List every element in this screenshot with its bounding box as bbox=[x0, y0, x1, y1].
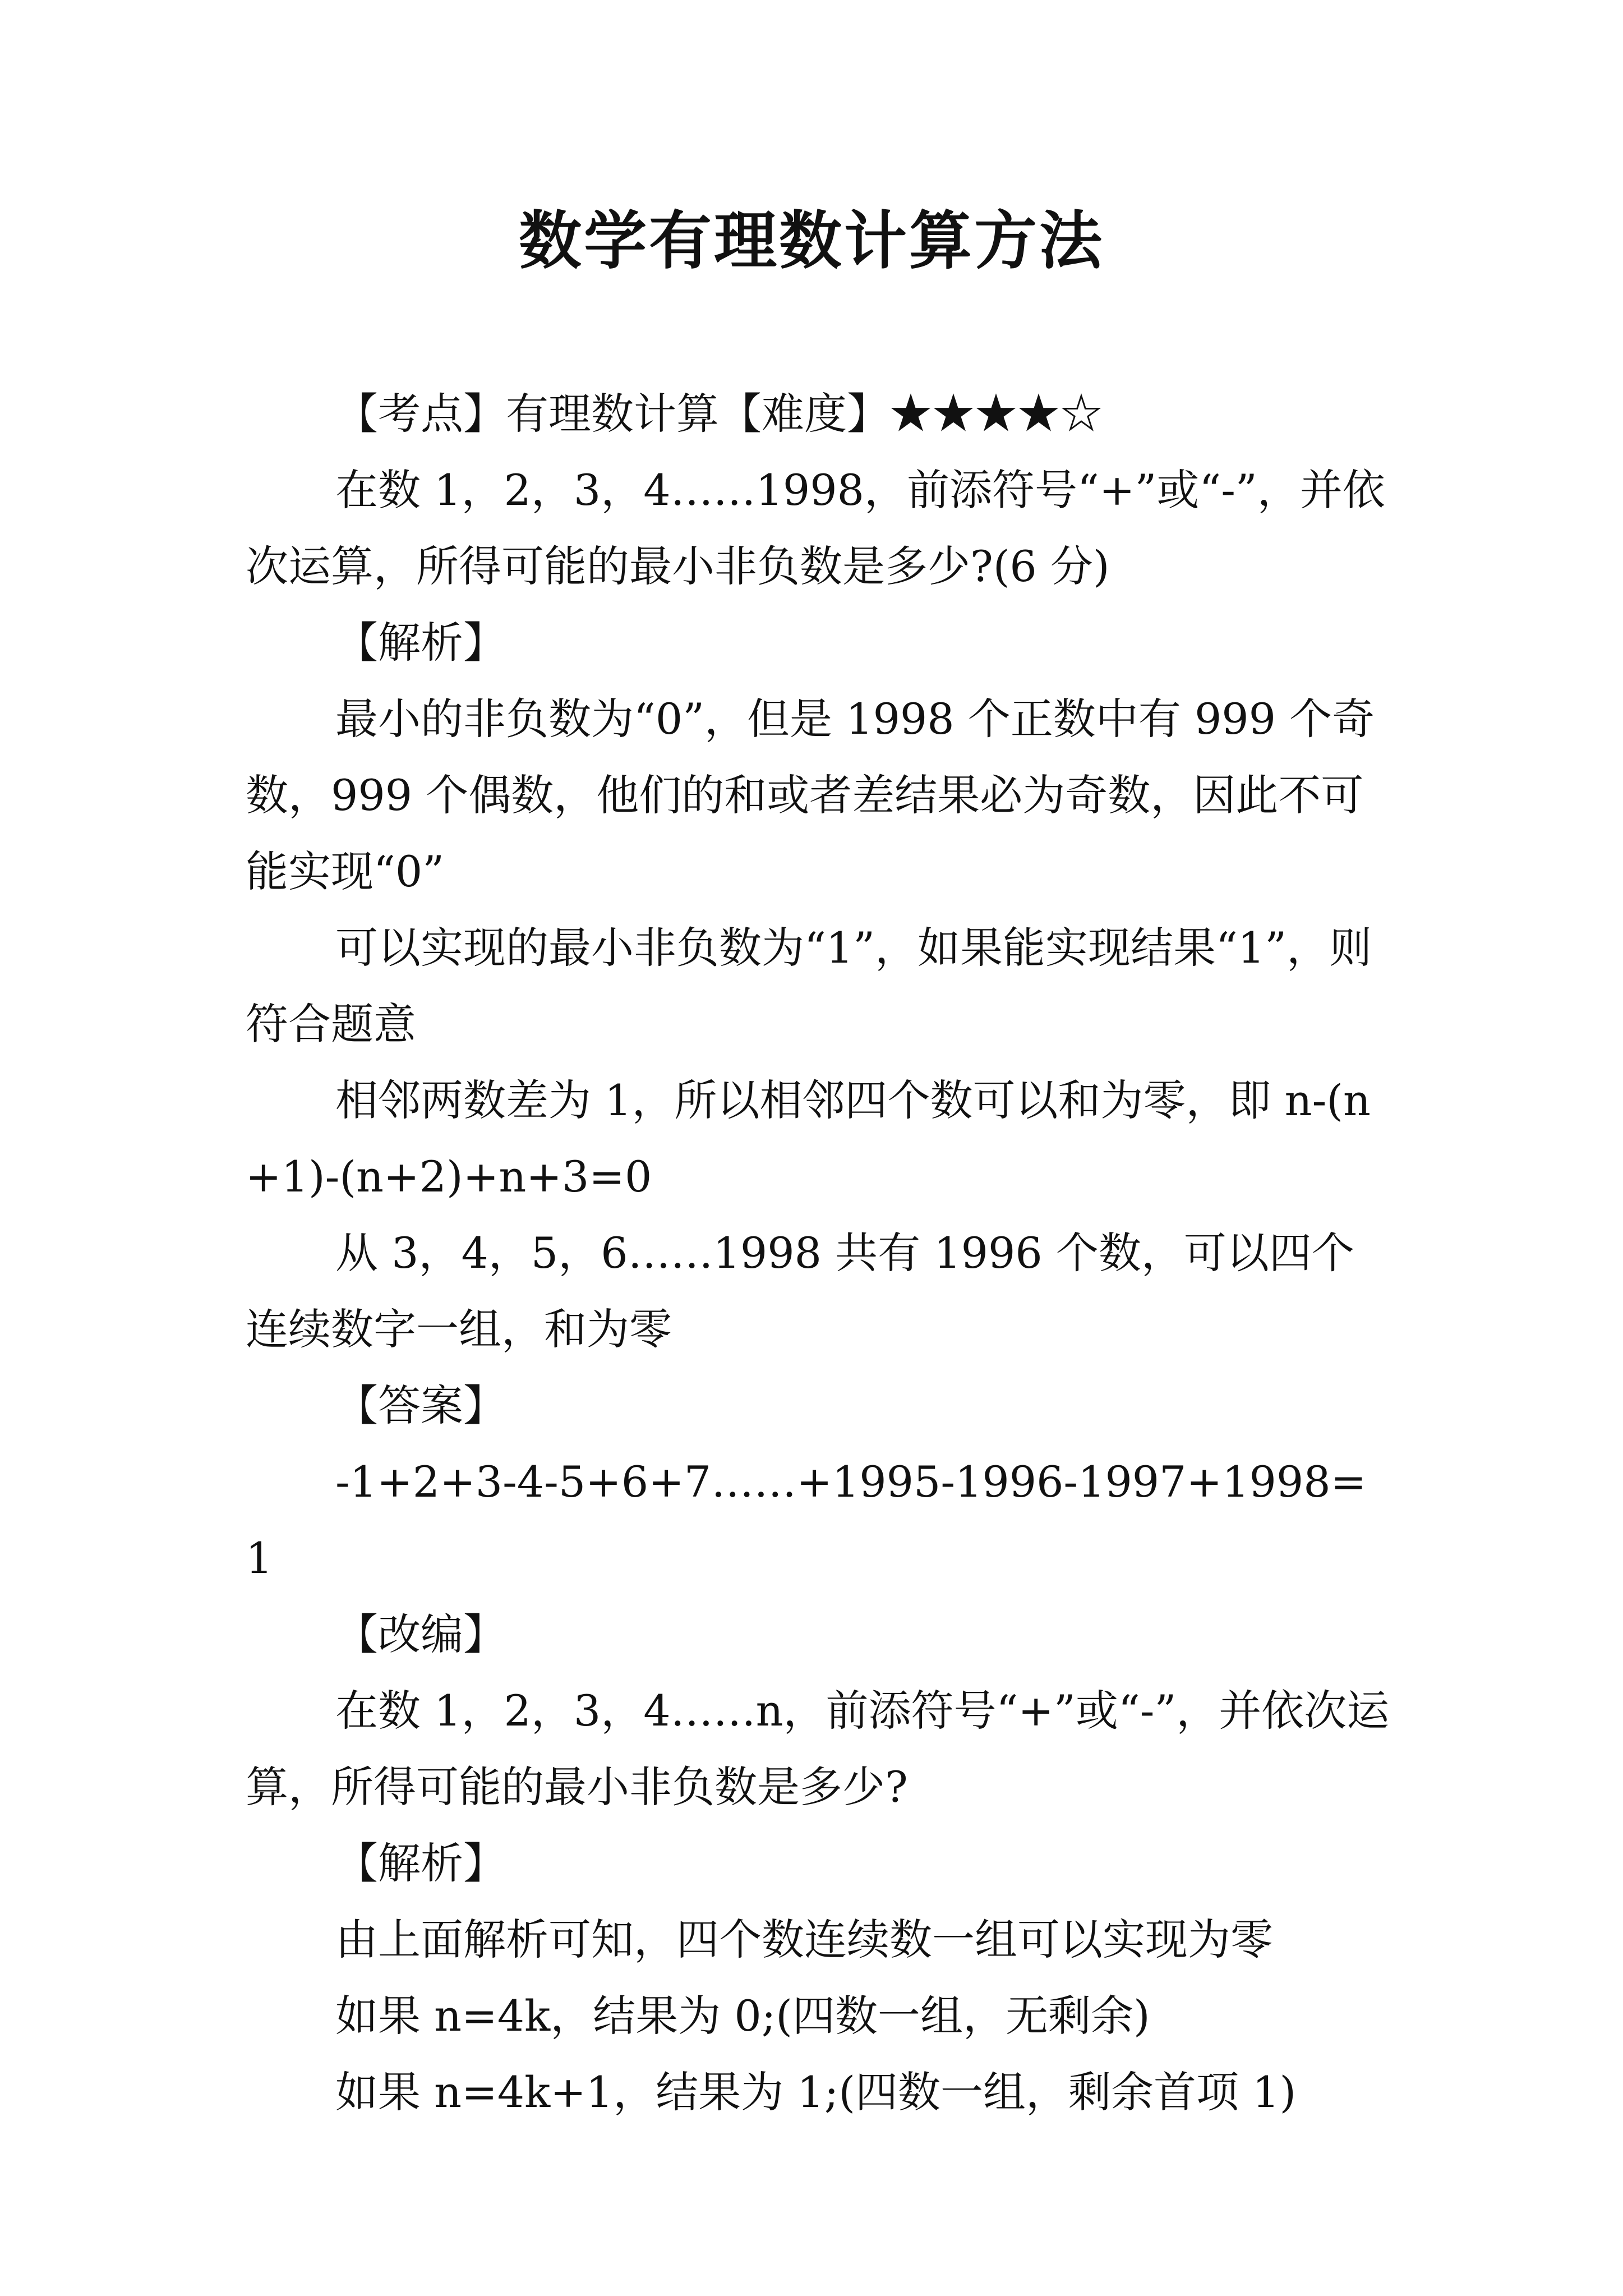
document-title: 数学有理数计算方法 bbox=[519, 204, 1104, 278]
answer-heading: 【答案】 bbox=[335, 1381, 506, 1430]
analysis-paragraph-3: 相邻两数差为 1，所以相邻四个数可以和为零，即 n-(n+1)-(n+2)+n+3=0 bbox=[246, 1075, 1371, 1202]
analysis-heading-2: 【解析】 bbox=[335, 1838, 506, 1888]
analysis-2-paragraph-1: 由上面解析可知，四个数连续数一组可以实现为零 bbox=[335, 1915, 1273, 1964]
analysis-paragraph-4: 从 3，4，5，6……1998 共有 1996 个数，可以四个连续数字一组，和为零 bbox=[246, 1228, 1354, 1354]
analysis-paragraph-2: 可以实现的最小非负数为“1”，如果能实现结果“1”，则符合题意 bbox=[246, 923, 1372, 1049]
analysis-2-paragraph-3: 如果 n=4k+1，结果为 1;(四数一组，剩余首项 1) bbox=[335, 2067, 1297, 2117]
question-paragraph: 在数 1，2，3，4……1998，前添符号“+”或“-”，并依次运算，所得可能的最小非负数是多少?(6 分) bbox=[246, 465, 1385, 591]
analysis-2-paragraph-2: 如果 n=4k，结果为 0;(四数一组，无剩余) bbox=[335, 1991, 1150, 2041]
exam-point-line: 【考点】有理数计算【难度】★★★★☆ bbox=[335, 389, 1103, 439]
document-body bbox=[246, 376, 1390, 2131]
analysis-heading: 【解析】 bbox=[335, 618, 506, 668]
adaptation-question: 在数 1，2，3，4……n，前添符号“+”或“-”，并依次运算，所得可能的最小非负数是多少? bbox=[246, 1686, 1390, 1812]
adaptation-heading: 【改编】 bbox=[335, 1609, 506, 1659]
analysis-paragraph-1: 最小的非负数为“0”，但是 1998 个正数中有 999 个奇数，999 个偶数，他们的和或者差结果必为奇数，因此不可能实现“0” bbox=[246, 694, 1375, 896]
answer-paragraph: -1+2+3-4-5+6+7……+1995-1996-1997+1998=1 bbox=[246, 1457, 1367, 1583]
